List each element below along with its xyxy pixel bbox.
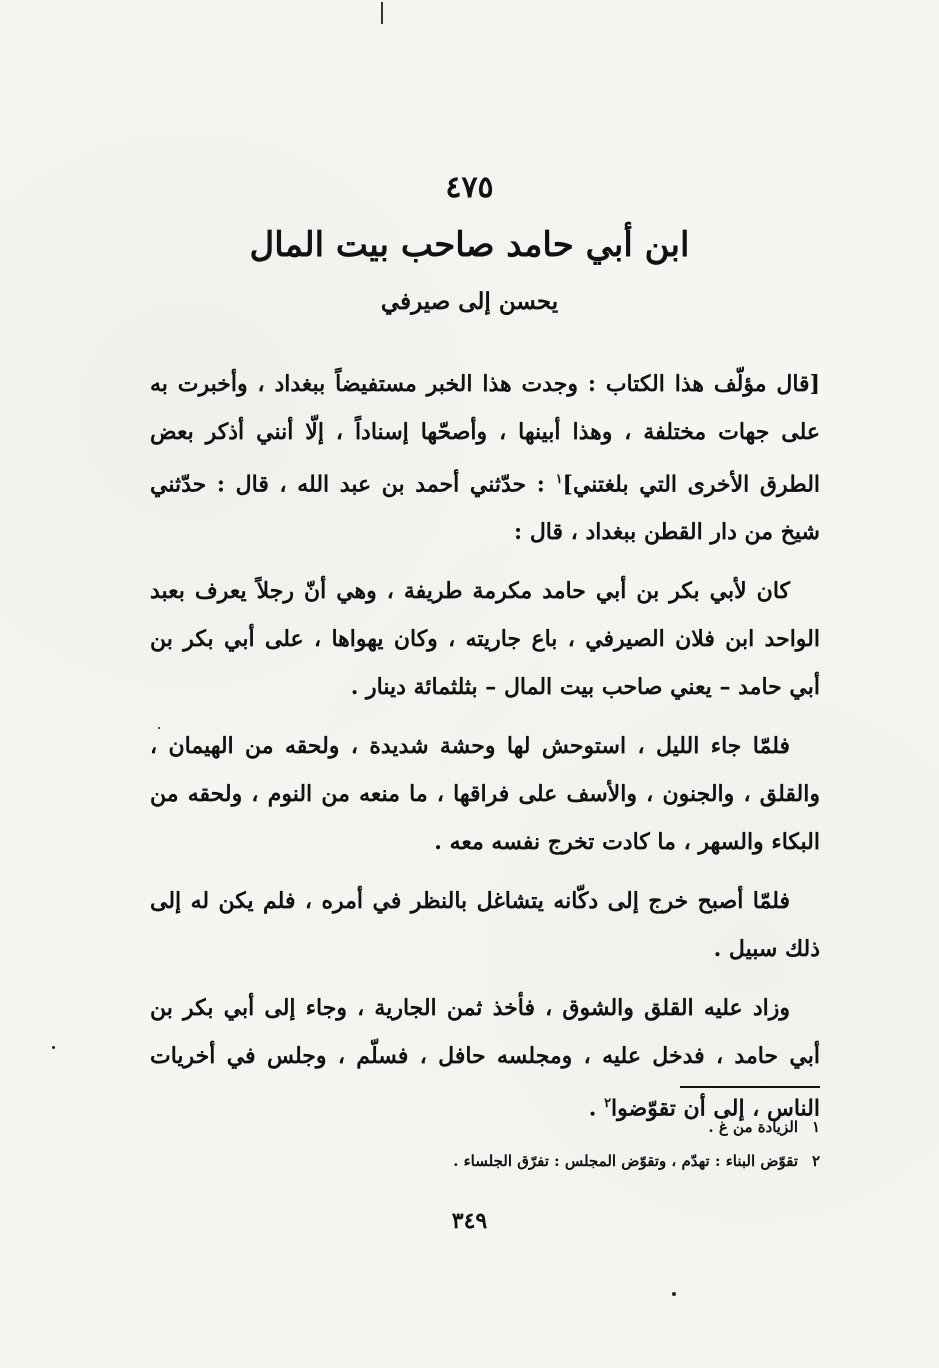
paragraph-text: [قال مؤلّف هذا الكتاب : وجدت هذا الخبر مستفيضاً ببغداد ، وأخبرت به على جهات مختلفة ، وهذا أبينها ، وأصحّها إسناداً ، إلّا أنني أذكر بعض الطرق الأخرى التي بلغتني]	[150, 371, 821, 498]
scan-artifact-line	[381, 2, 383, 24]
footnote-number: ١	[811, 1118, 820, 1136]
footnote	[150, 1144, 820, 1178]
footnote-ref: ١	[555, 472, 563, 487]
paragraph-text: : حدّثني أحمد بن عبد الله ، قال : حدّثني شيخ من دار القطن ببغداد ، قال :	[150, 471, 820, 546]
footnote-text: الزيادة من غ .	[708, 1118, 798, 1136]
story-title: ابن أبي حامد صاحب بيت المال	[249, 225, 690, 265]
paragraph: فلمّا جاء الليل ، استوحش لها وحشة شديدة ، ولحقه من الهيمان ، والقلق ، والجنون ، والأسف على فراقها ، ما منعه من النوم ، ولحقه من البكاء والسهر ، ما كادت تخرج نفسه معه .	[150, 733, 820, 856]
footnote	[150, 1110, 820, 1144]
footnotes	[150, 1110, 820, 1178]
entry-number: ٤٧٥	[445, 170, 494, 205]
footnote-number: ٢	[811, 1152, 820, 1170]
paragraph	[150, 360, 820, 556]
footnote-divider	[680, 1086, 820, 1088]
paragraph: فلمّا أصبح خرج إلى دكّانه يتشاغل بالنظر في أمره ، فلم يكن له إلى ذلك سبيل .	[150, 888, 820, 963]
story-subtitle: يحسن إلى صيرفي	[380, 288, 559, 315]
paragraph: كان لأبي بكر بن أبي حامد مكرمة طريفة ، وهي أنّ رجلاً يعرف بعبد الواحد ابن فلان الصيرفي ، باع جاريته ، وكان يهواها ، على أبي بكر بن أبي حامد – يعني صاحب بيت المال – بثلثمائة دينار .	[150, 578, 820, 701]
body-text	[150, 360, 820, 1144]
scan-speck	[52, 1046, 55, 1049]
page-number: ٣٤٩	[451, 1208, 488, 1234]
scan-speck	[672, 1292, 676, 1296]
footnote-ref: ٢	[604, 1096, 612, 1112]
paragraph-text: .	[588, 1095, 605, 1122]
paragraph-text: وزاد عليه القلق والشوق ، فأخذ ثمن الجارية ، وجاء إلى أبي بكر بن أبي حامد ، فدخل عليه ، ومجلسه حافل ، فسلّم ، وجلس في أخريات الناس ، إلى أن تقوّضوا	[150, 995, 820, 1122]
footnote-text: تقوّض البناء : تهدّم ، وتقوّض المجلس : تفرّق الجلساء .	[453, 1152, 798, 1170]
